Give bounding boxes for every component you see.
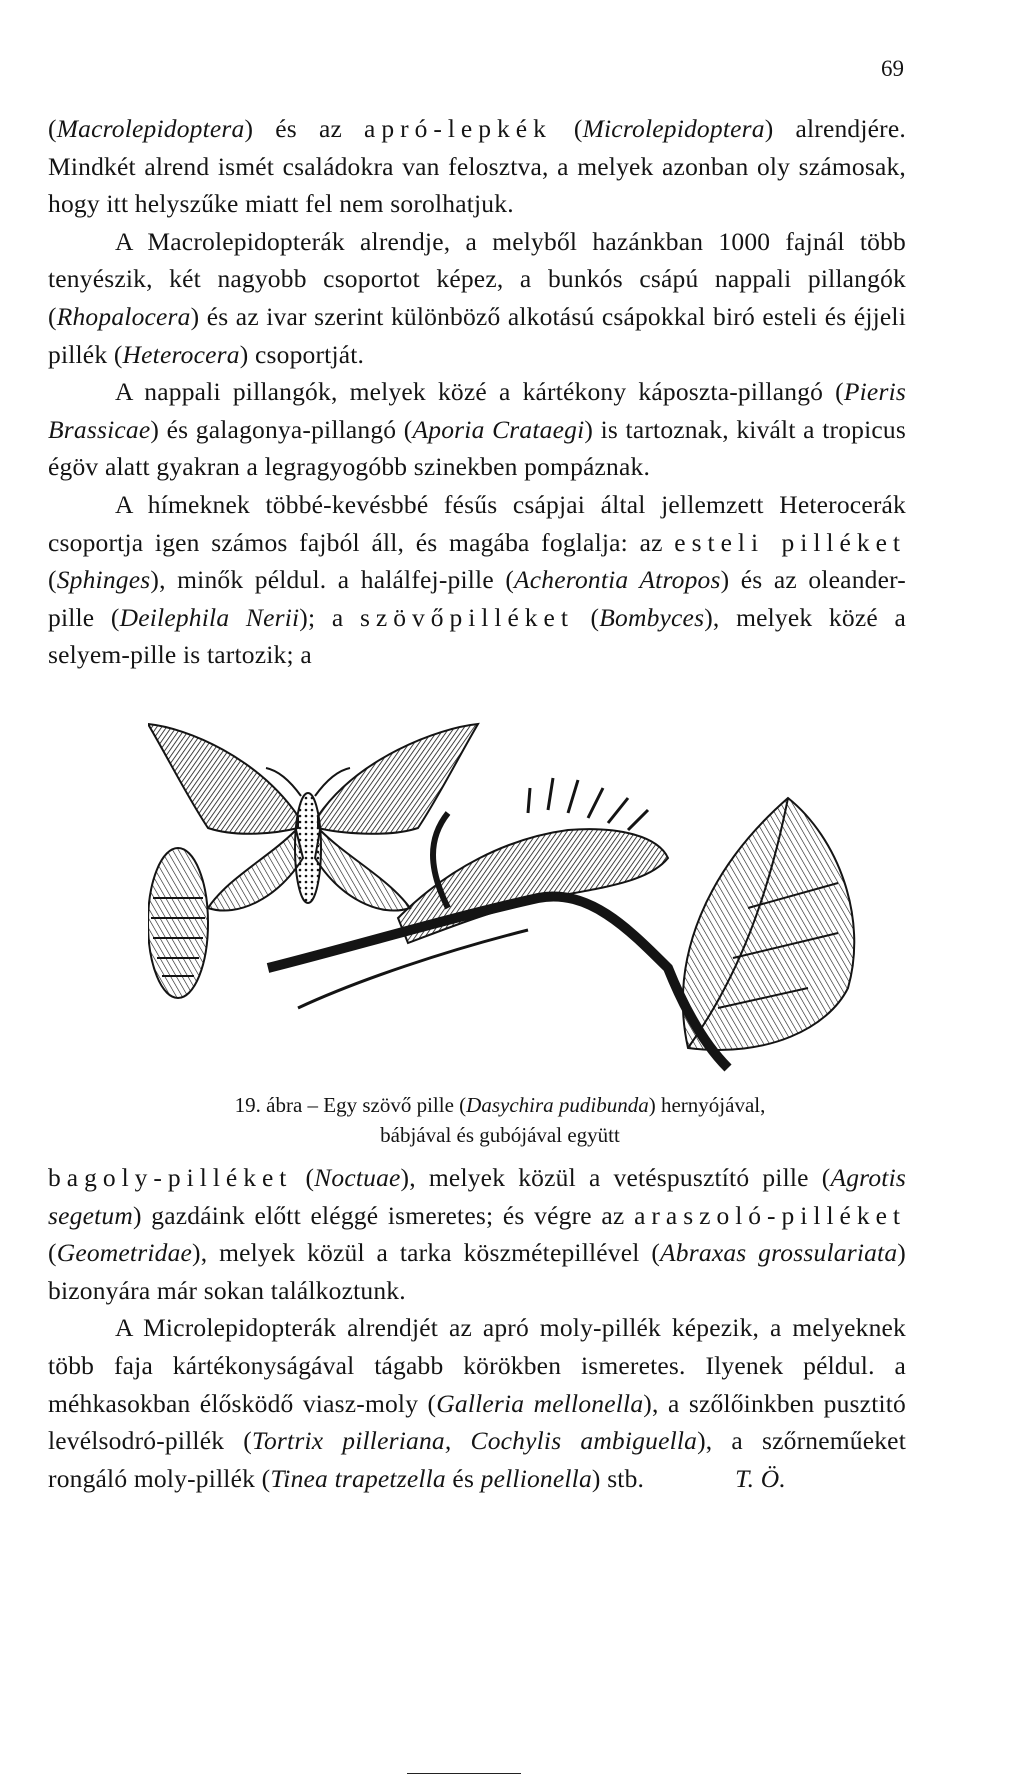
- pupa-icon: [148, 848, 208, 998]
- term-galleria-mellonella: Galleria mellonella: [436, 1388, 644, 1418]
- author-signature: T. Ö.: [735, 1463, 786, 1493]
- term-apro-lepkek: apró-lepkék: [364, 114, 552, 143]
- term-noctuae: Noctuae: [314, 1163, 401, 1192]
- paragraph-4: A hímeknek többé-kevésbbé fésűs csápjai által jellemzett Heterocerák csoportja igen számos fajból áll, és magába foglalja: az esteli pilléket (Sphinges), minők példul. a halálfej-pille (Acherontia Atropos) és az oleander-pille (Deilephila Nerii); a szövőpilléket (Bombyces), melyek közé a selyem-pille is tartozik; a: [48, 489, 906, 670]
- text-block-top: [48, 110, 906, 674]
- leaf-icon: [683, 798, 854, 1050]
- term-pellionella: pellionella: [480, 1463, 592, 1493]
- caterpillar-icon: [398, 778, 668, 943]
- term-aporia-crataegi: Aporia Crataegi: [412, 414, 585, 444]
- term-geometridae: Geometridae: [56, 1238, 193, 1268]
- figure-caption: 19. ábra – Egy szövő pille (Dasychira pudibunda) hernyójával, bábjával és gubójával együtt: [60, 1090, 940, 1150]
- term-rhopalocera: Rhopalocera: [56, 301, 191, 331]
- paragraph-2: A Macrolepidopterák alrendje, a melyből hazánkban 1000 fajnál több tenyészik, két nagyobb csoportot képez, a bunkós csápú nappali pillangók (Rhopalocera) és az ivar szerint különböző alkotású csápokkal biró esteli és éjjeli pillék (Heterocera) csoportját.: [48, 226, 906, 369]
- term-microlepidoptera: Microlepidoptera: [582, 114, 765, 143]
- term-bombyces: Bombyces: [599, 602, 705, 632]
- paragraph-1: (Macrolepidoptera) és az apró-lepkék (Microlepidoptera) alrendjére. Mindkét alrend ismét családokra van felosztva, a melyek azonban oly számosak, hogy itt helyszűke miatt fel nem sorolhatjuk.: [48, 114, 906, 219]
- term-dasychira-pudibunda: Dasychira pudibunda: [466, 1093, 649, 1117]
- paragraph-5: bagoly-pilléket (Noctuae), melyek közül a vetéspusztító pille (Agrotis segetum) gazdáink előtt eléggé ismeretes; és végre az araszoló-pilléket (Geometridae), melyek közül a tarka köszmétepillével (Abraxas grossulariata) bizonyára már sokan találkoztunk.: [48, 1163, 906, 1305]
- page-number: 69: [881, 56, 904, 81]
- term-agrotis-segetum: Agrotis segetum: [48, 1163, 906, 1230]
- term-abraxas-grossulariata: Abraxas grossulariata: [660, 1238, 898, 1268]
- term-deilephila-nerii: Deilephila Nerii: [119, 602, 300, 632]
- term-acherontia-atropos: Acherontia Atropos: [514, 565, 721, 595]
- moth-illustration: [148, 718, 888, 1078]
- term-bagoly-pilleket: bagoly-pilléket: [48, 1163, 293, 1192]
- term-macrolepidoptera: Macrolepidoptera: [56, 114, 245, 143]
- term-pieris-brassicae: Pieris Brassicae: [48, 377, 906, 444]
- term-araszolo-pilleket: araszoló-pilléket: [634, 1200, 906, 1230]
- paragraph-6: A Microlepidopterák alrendjét az apró moly-pillék képezik, a melyeknek több faja kártékonyságával tágabb körökben ismeretes. Ilyenek példul. a méhkasokban élősködő viasz-moly (Galleria mellonella), a szőlőinkben pusztitó levélsodró-pillék (Tortrix pilleriana, Cochylis ambiguella), a szőrneműeket rongáló moly-pillék (Tinea trapetzella és pellionella) stb. T. Ö.: [48, 1309, 906, 1497]
- text-block-bottom: [48, 1159, 906, 1497]
- term-tinea-trapetzella: Tinea trapetzella: [270, 1463, 446, 1493]
- term-heterocera: Heterocera: [122, 339, 240, 369]
- term-tortrix-cochylis: Tortrix pilleriana, Cochylis ambiguella: [251, 1426, 698, 1456]
- term-sphinges: Sphinges: [56, 565, 151, 595]
- term-esteli-pilleket: esteli pilléket: [674, 527, 906, 557]
- term-szovopilleket: szövőpilléket: [359, 602, 574, 632]
- paragraph-3: A nappali pillangók, melyek közé a kártékony káposzta-pillangó (Pieris Brassicae) és galagonya-pillangó (Aporia Crataegi) is tartoznak, kivált a tropicus égöv alatt gyakran a legragyogóbb szinekben pompáznak.: [48, 377, 906, 482]
- caption-line-2: bábjával és gubójával együtt: [380, 1123, 620, 1147]
